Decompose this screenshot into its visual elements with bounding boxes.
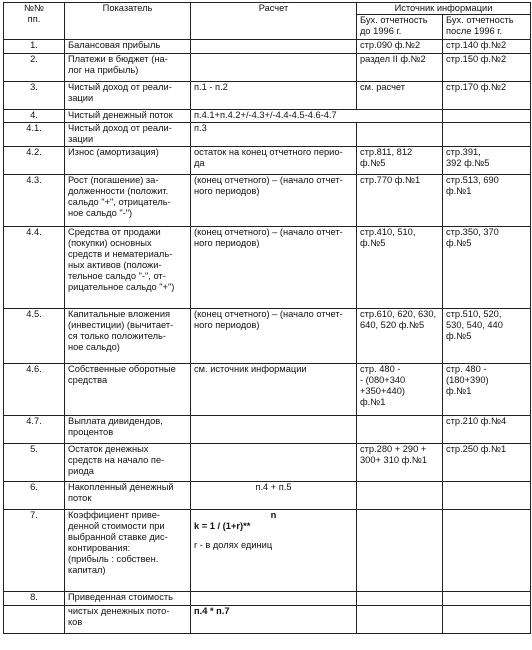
row-num: 4.2. xyxy=(4,147,65,175)
row-name: Балансовая прибыль xyxy=(65,40,191,54)
row-num: 3. xyxy=(4,82,65,110)
row-after: стр.250 ф.№1 xyxy=(443,444,531,482)
table-row xyxy=(4,592,531,606)
header-calc: Расчет xyxy=(191,3,357,40)
row-name: Капитальные вложения (инвестиции) (вычитает- ся только положитель- ное сальдо) xyxy=(65,309,191,364)
table-row xyxy=(4,123,531,147)
row-num xyxy=(4,606,65,634)
table-row xyxy=(4,364,531,416)
row-after: стр.350, 370 ф.№5 xyxy=(443,227,531,309)
row-name: Средства от продажи (покупки) основных средств и нематериаль- ных активов (положи- тельное сальдо "-", от- рицательное сальдо "+") xyxy=(65,227,191,309)
row-num: 4.3. xyxy=(4,175,65,227)
row-num: 4.6. xyxy=(4,364,65,416)
table-row xyxy=(4,309,531,364)
row-before: см. расчет xyxy=(357,82,443,110)
row-before xyxy=(357,482,443,510)
row-num: 4.5. xyxy=(4,309,65,364)
row-num: 4.7. xyxy=(4,416,65,444)
document-page xyxy=(3,2,530,634)
row-calc: (конец отчетного) – (начало отчет- ного периодов) xyxy=(191,309,357,364)
row-num: 7. xyxy=(4,510,65,592)
row-num: 4. xyxy=(4,110,65,123)
row-after: стр.170 ф.№2 xyxy=(443,82,531,110)
table-row xyxy=(4,482,531,510)
row-calc: п.4 * п.7 xyxy=(191,606,357,634)
row-name: Чистый денежный поток xyxy=(65,110,191,123)
row-name: Накопленный денежный поток xyxy=(65,482,191,510)
row-after xyxy=(443,592,531,606)
row-name: Рост (погашение) за- долженности (положит. сальдо "+", отрицатель- ное сальдо "-") xyxy=(65,175,191,227)
header-row xyxy=(4,3,531,15)
row-calc-formula-cell xyxy=(191,510,357,592)
table-row xyxy=(4,227,531,309)
row-name: Выплата дивидендов, процентов xyxy=(65,416,191,444)
row-calc: п.4.1+п.4.2+/-4.3+/-4.4-4.5-4.6-4.7 xyxy=(191,110,443,123)
row-before: стр.811, 812 ф.№5 xyxy=(357,147,443,175)
header-source: Источник информации xyxy=(357,3,531,15)
row-name: Приведенная стоимость xyxy=(65,592,191,606)
row-calc xyxy=(191,592,357,606)
row-before: стр. 480 - - (080+340 +350+440) ф.№1 xyxy=(357,364,443,416)
row-calc xyxy=(191,444,357,482)
row-calc xyxy=(191,416,357,444)
row-after xyxy=(443,510,531,592)
row-calc: (конец отчетного) – (начало отчет- ного периодов) xyxy=(191,175,357,227)
header-src-after: Бух. отчетность после 1996 г. xyxy=(443,15,531,40)
table-row xyxy=(4,175,531,227)
row-num: 1. xyxy=(4,40,65,54)
row-name: чистых денежных пото- ков xyxy=(65,606,191,634)
cash-flow-table xyxy=(3,2,531,634)
table-row xyxy=(4,40,531,54)
table-row xyxy=(4,147,531,175)
row-before xyxy=(357,416,443,444)
row-calc: (конец отчетного) – (начало отчет- ного периодов) xyxy=(191,227,357,309)
row-calc: остаток на конец отчетного перио- да xyxy=(191,147,357,175)
row-before: стр.770 ф.№1 xyxy=(357,175,443,227)
row-after xyxy=(443,606,531,634)
table-row xyxy=(4,606,531,634)
row-num: 2. xyxy=(4,54,65,82)
row-after xyxy=(443,110,531,123)
row-after: стр. 480 - (180+390) ф.№1 xyxy=(443,364,531,416)
formula-note: r - в долях единиц xyxy=(194,540,273,550)
row-calc: п.3 xyxy=(191,123,357,147)
table-row xyxy=(4,510,531,592)
row-calc: п.1 - п.2 xyxy=(191,82,357,110)
row-before: стр.090 ф.№2 xyxy=(357,40,443,54)
row-name: Собственные оборотные средства xyxy=(65,364,191,416)
row-before: стр.410, 510, ф.№5 xyxy=(357,227,443,309)
row-before xyxy=(357,592,443,606)
row-before xyxy=(357,510,443,592)
row-num: 5. xyxy=(4,444,65,482)
row-num: 8. xyxy=(4,592,65,606)
row-after: стр.513, 690 ф.№1 xyxy=(443,175,531,227)
row-before xyxy=(357,606,443,634)
row-num: 4.1. xyxy=(4,123,65,147)
row-before xyxy=(357,123,443,147)
row-calc xyxy=(191,54,357,82)
table-row xyxy=(4,444,531,482)
header-src-before: Бух. отчетность до 1996 г. xyxy=(357,15,443,40)
row-after: стр.140 ф.№2 xyxy=(443,40,531,54)
row-calc: см. источник информации xyxy=(191,364,357,416)
row-after: стр.510, 520, 530, 540, 440 ф.№5 xyxy=(443,309,531,364)
row-after xyxy=(443,123,531,147)
row-name: Износ (амортизация) xyxy=(65,147,191,175)
row-before: стр.280 + 290 + 300+ 310 ф.№1 xyxy=(357,444,443,482)
formula: k = 1 / (1+r)** xyxy=(194,521,251,531)
row-after: стр.210 ф.№4 xyxy=(443,416,531,444)
header-indicator: Показатель xyxy=(65,3,191,40)
table-row xyxy=(4,82,531,110)
row-num: 6. xyxy=(4,482,65,510)
table-row xyxy=(4,110,531,123)
row-num: 4.4. xyxy=(4,227,65,309)
formula-exponent: n xyxy=(270,510,277,520)
row-name: Чистый доход от реали- зации xyxy=(65,82,191,110)
row-calc xyxy=(191,40,357,54)
row-after: стр.391, 392 ф.№5 xyxy=(443,147,531,175)
table-row xyxy=(4,54,531,82)
row-name: Остаток денежных средств на начало пе- риода xyxy=(65,444,191,482)
table-row xyxy=(4,416,531,444)
row-before: стр.610, 620, 630, 640, 520 ф.№5 xyxy=(357,309,443,364)
row-calc: п.4 + п.5 xyxy=(191,482,357,510)
header-num: №№ пп. xyxy=(4,3,65,40)
row-name: Платежи в бюджет (на- лог на прибыль) xyxy=(65,54,191,82)
row-before: раздел II ф.№2 xyxy=(357,54,443,82)
row-after: стр.150 ф.№2 xyxy=(443,54,531,82)
row-name: Чистый доход от реали- зации xyxy=(65,123,191,147)
row-name: Коэффициент приве- денной стоимости при выбранной ставке дис- контирования: (прибыль : собствен. капитал) xyxy=(65,510,191,592)
row-after xyxy=(443,482,531,510)
